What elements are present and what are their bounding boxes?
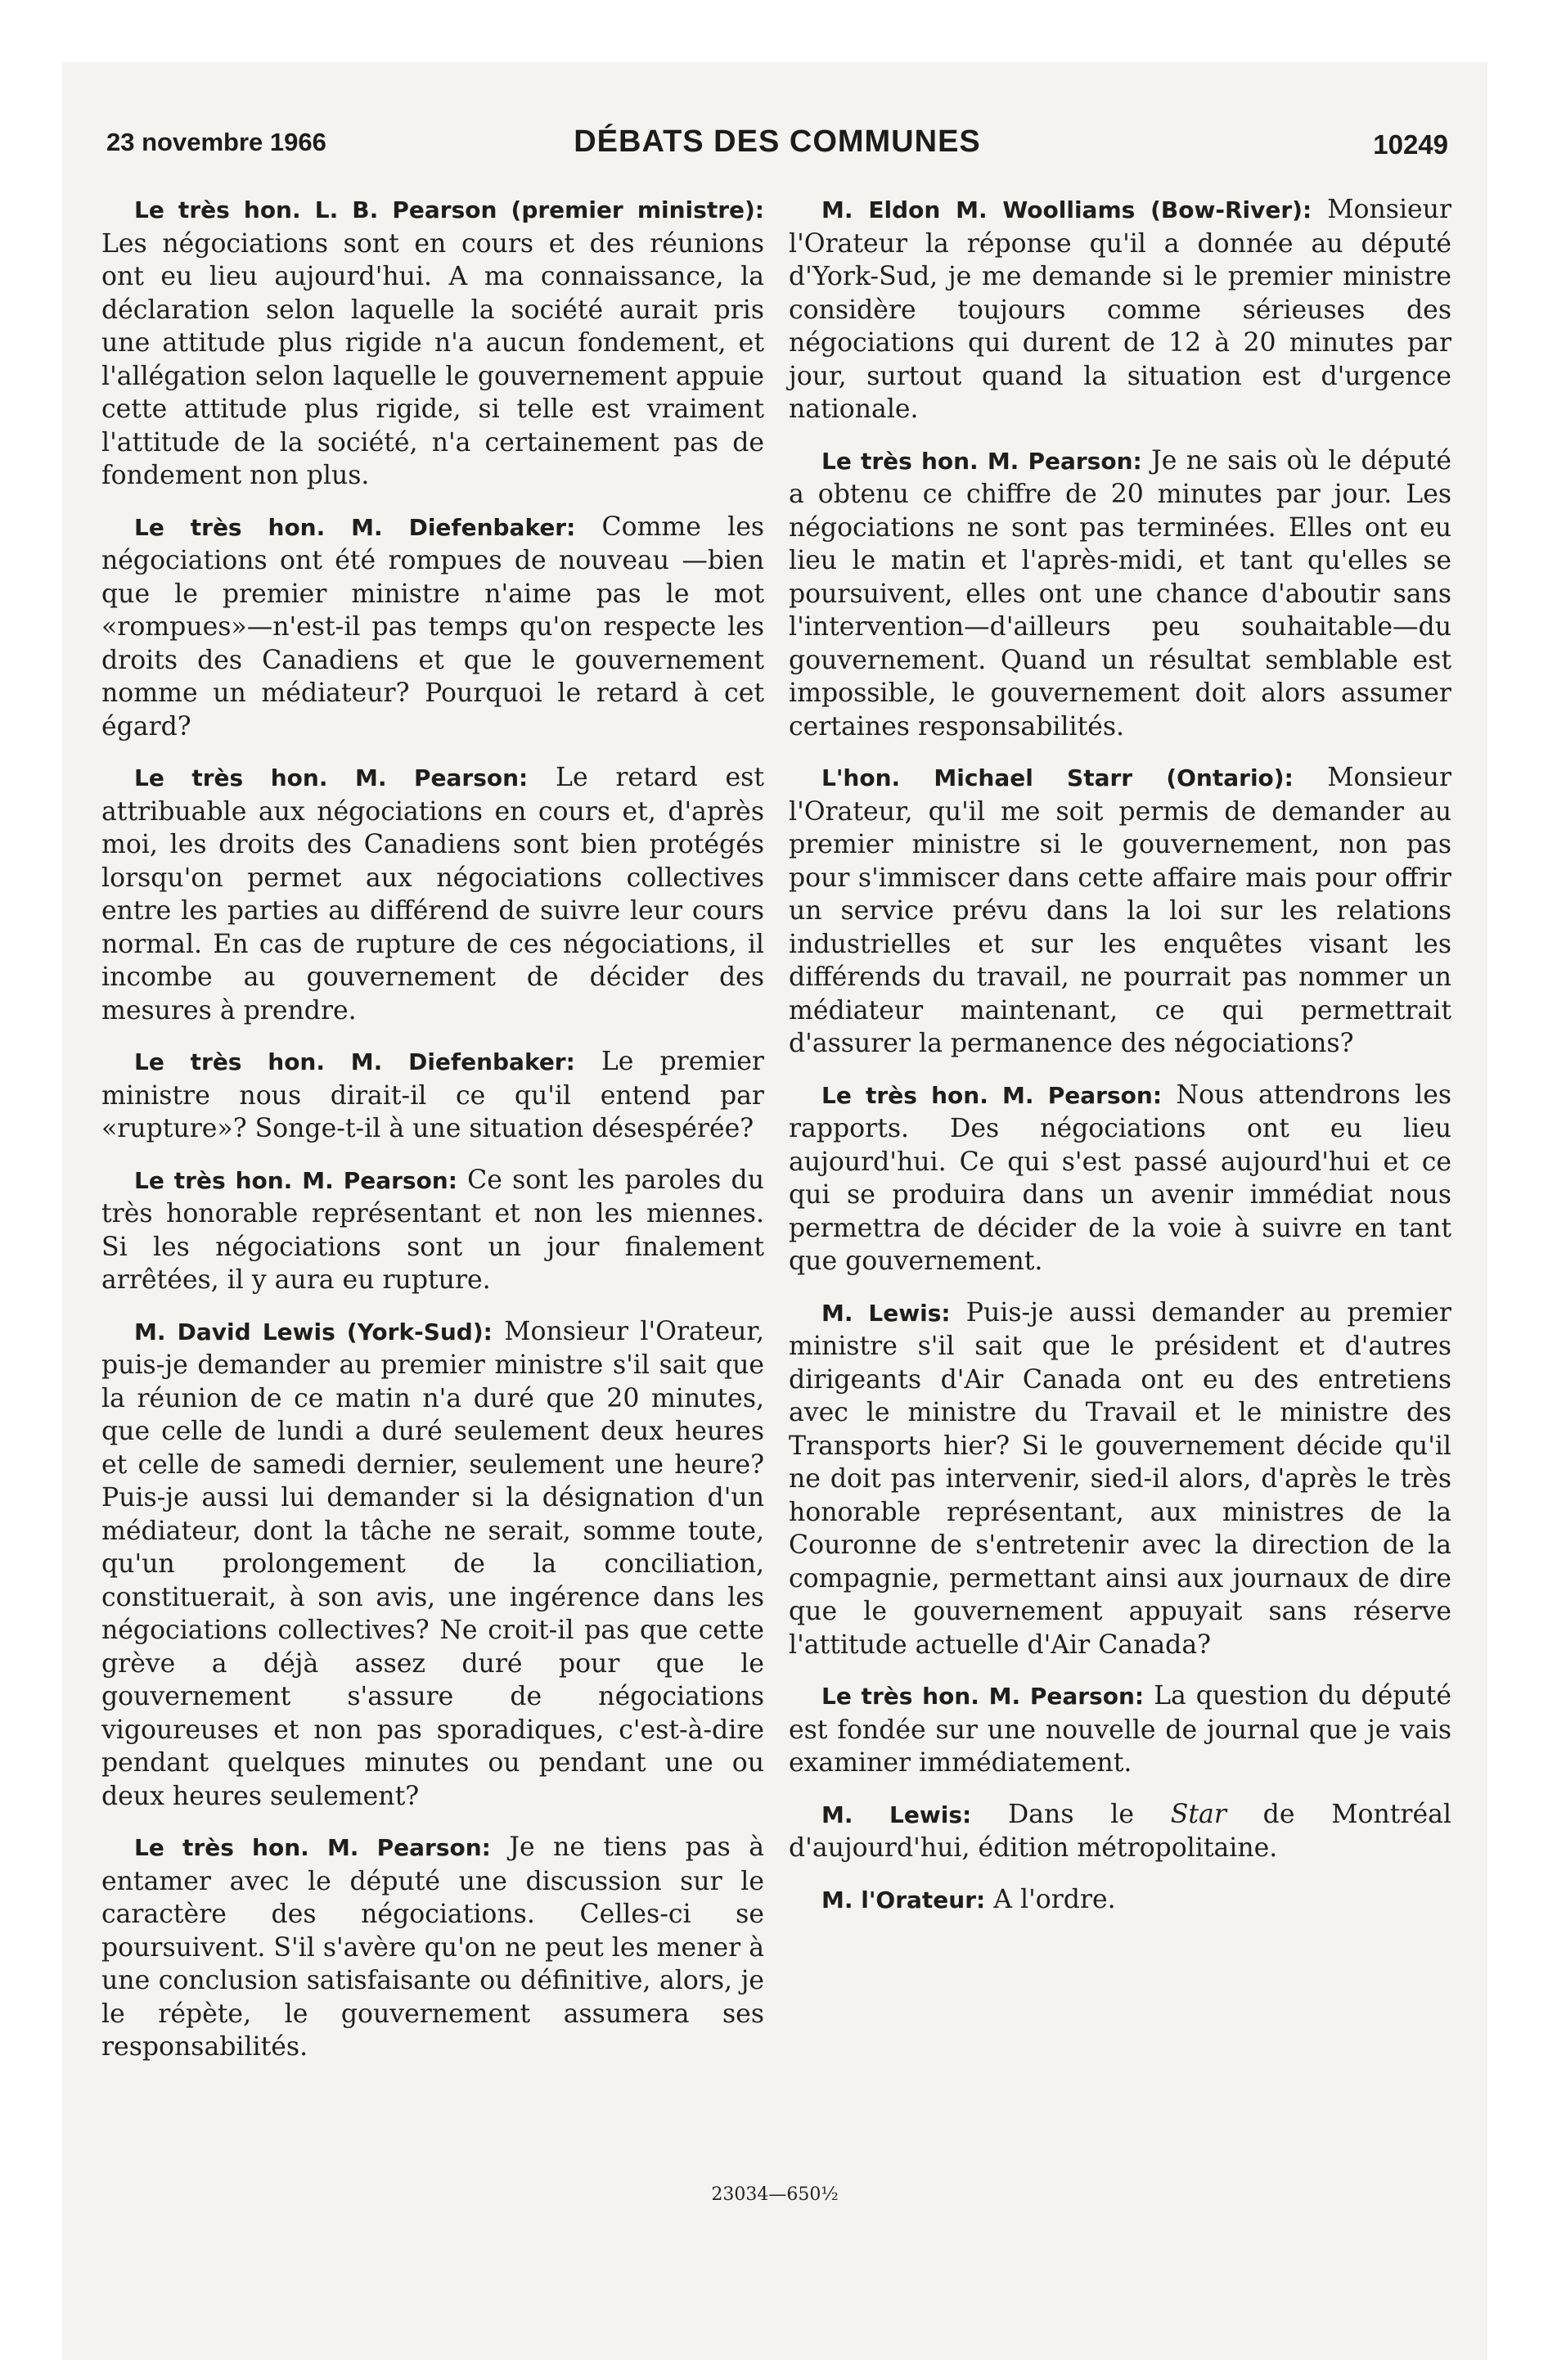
speaker-name: Le très hon. M. Diefenbaker: [134, 1048, 575, 1075]
paragraph [789, 1883, 1451, 1918]
paragraph-text: Je ne sais où le député a obtenu ce chiffre de 20 minutes par jour. Les négociations ne sont pas terminées. Elles ont eu lieu le matin et l'après-midi, et tant qu'elles se poursuivent, elles ont une chance d'aboutir sans l'intervention—d'ailleurs peu souhaitable—du gouvernement. Quand un résultat semblable est impossible, le gouvernement doit alors assumer certaines responsabilités. [789, 445, 1451, 741]
speaker-name: M. Lewis: [821, 1299, 951, 1327]
page-number: 10249 [1373, 129, 1448, 160]
right-column [789, 193, 1451, 1935]
paragraph [789, 444, 1451, 744]
paragraph [789, 761, 1451, 1061]
speaker-name: Le très hon. M. Pearson: [821, 1683, 1145, 1710]
paragraph-text: Monsieur l'Orateur, puis-je demander au premier ministre s'il sait que la réunion de ce matin n'a duré que 20 minutes, que celle de lundi a duré seulement deux heures et celle de samedi dernier, seulement une heure? Puis-je aussi lui demander si la désignation d'un médiateur, dont la tâche ne serait, somme toute, qu'un prolongement de la conciliation, constituerait, à son avis, une ingérence dans les négociations collectives? Ne croit-il pas que cette grève a déjà assez duré pour que le gouvernement s'assure de négociations vigoureuses et non pas sporadiques, c'est-à-dire pendant quelques minutes ou pendant une ou deux heures seulement? [101, 1316, 764, 1811]
left-column [101, 193, 764, 2082]
speaker-name: M. Lewis: [821, 1801, 972, 1828]
paragraph [101, 193, 764, 493]
paragraph [789, 193, 1451, 426]
paragraph [789, 1798, 1451, 1865]
paragraph-text: Je ne tiens pas à entamer avec le député une discussion sur le caractère des négociations. Celles-ci se poursuivent. S'il s'avère qu'on ne peut les mener à une conclusion satisfaisante ou définitive, alors, je le répète, le gouvernement assumera ses responsabilités. [101, 1832, 765, 2062]
speaker-name: Le très hon. M. Pearson: [821, 1081, 1163, 1109]
paragraph [101, 511, 764, 744]
paragraph-text: Comme les négociations ont été rompues de nouveau —bien que le premier ministre n'aime pas le mot «rompues»—n'est-il pas temps qu'on respecte les droits des Canadiens et que le gouvernement nomme un médiateur? Pourquoi le retard à cet égard? [101, 512, 765, 741]
speaker-name: Le très hon. M. Diefenbaker: [134, 513, 576, 541]
paragraph [101, 1045, 764, 1146]
paragraph-text: Puis-je aussi demander au premier ministre s'il sait que le président et d'autres dirigeants d'Air Canada ont eu des entretiens avec le ministre du Travail et le ministre des Transports hier? Si le gouvernement décide qu'il ne doit pas intervenir, sied-il alors, d'après le très honorable représentant, aux ministres de la Couronne de s'entretenir avec la direction de la compagnie, permettant ainsi aux journaux de dire que le gouvernement appuyait sans réserve l'attitude actuelle d'Air Canada? [789, 1297, 1451, 1660]
speaker-name: Le très hon. M. Pearson: [134, 764, 529, 791]
paragraph [789, 1296, 1451, 1662]
paragraph-text: Monsieur l'Orateur la réponse qu'il a donnée au député d'York-Sud, je me demande si le premier ministre considère toujours comme sérieuses des négociations qui durent de 12 à 20 minutes par jour, surtout quand la situation est d'urgence nationale. [789, 195, 1452, 424]
paragraph-text: Le retard est attribuable aux négociations en cours et, d'après moi, les droits des Canadiens sont bien protégés lorsqu'on permet aux négociations collectives entre les parties au différend de suivre leur cours normal. En cas de rupture de ces négociations, il incombe au gouvernement de décider des mesures à prendre. [101, 763, 764, 1025]
paragraph-text: La question du député est fondée sur une nouvelle de journal que je vais examiner immédiatement. [789, 1681, 1451, 1778]
header-title: DÉBATS DES COMMUNES [574, 124, 981, 159]
paragraph [101, 1831, 764, 2064]
paragraph-text: Dans le [1008, 1799, 1134, 1829]
speaker-name: M. Eldon M. Woolliams (Bow-River): [821, 196, 1312, 223]
paragraph-text: de Montréal d'aujourd'hui, édition métropolitaine. [789, 1799, 1451, 1863]
paragraph [789, 1079, 1451, 1278]
speaker-name: L'hon. Michael Starr (Ontario): [821, 764, 1294, 791]
paragraph-text: Ce sont les paroles du très honorable représentant et non les miennes. Si les négociations sont un jour finalement arrêtées, il y aura eu rupture. [101, 1165, 765, 1295]
paragraph [101, 1315, 764, 1814]
paragraph [789, 1679, 1451, 1780]
header-date: 23 novembre 1966 [106, 128, 326, 156]
paragraph-text: Monsieur l'Orateur, qu'il me soit permis de demander au premier ministre si le gouvernement, non pas pour s'immiscer dans cette affaire mais pour offrir un service prévu dans la loi sur les relations industrielles et sur les enquêtes visant les différends du travail, ne pourrait pas nommer un médiateur maintenant, ce qui permettrait d'assurer la permanence des négociations? [789, 763, 1451, 1058]
speaker-name: Le très hon. M. Pearson: [134, 1834, 491, 1861]
page [62, 62, 1487, 2360]
speaker-name: M. David Lewis (York-Sud): [134, 1318, 493, 1346]
paragraph-text: A l'ordre. [993, 1884, 1116, 1914]
paragraph [101, 761, 764, 1027]
paragraph-text: Le premier ministre nous dirait-il ce qu'il entend par «rupture»? Songe-t-il à une situation désespérée? [101, 1047, 764, 1143]
speaker-name: M. l'Orateur: [821, 1886, 986, 1913]
newspaper-title: Star [1170, 1799, 1226, 1829]
footer-code: 23034—650½ [711, 2184, 839, 2205]
page-header [106, 124, 1448, 169]
paragraph-text: Les négociations sont en cours et des réunions ont eu lieu aujourd'hui. A ma connaissance, la déclaration selon laquelle la société aurait pris une attitude plus rigide n'a aucun fondement, et l'allégation selon laquelle le gouvernement appuie cette attitude plus rigide, si telle est vraiment l'attitude de la société, n'a certainement pas de fondement non plus. [101, 228, 764, 490]
speaker-name: Le très hon. M. Pearson: [821, 447, 1142, 475]
speaker-name: Le très hon. M. Pearson: [134, 1166, 457, 1194]
paragraph-text: Nous attendrons les rapports. Des négociations ont eu lieu aujourd'hui. Ce qui s'est passé aujourd'hui et ce qui se produira dans un avenir immédiat nous permettra de décider de la voie à suivre en tant que gouvernement. [789, 1080, 1451, 1276]
paragraph [101, 1164, 764, 1297]
speaker-name: Le très hon. L. B. Pearson (premier ministre): [134, 196, 764, 223]
